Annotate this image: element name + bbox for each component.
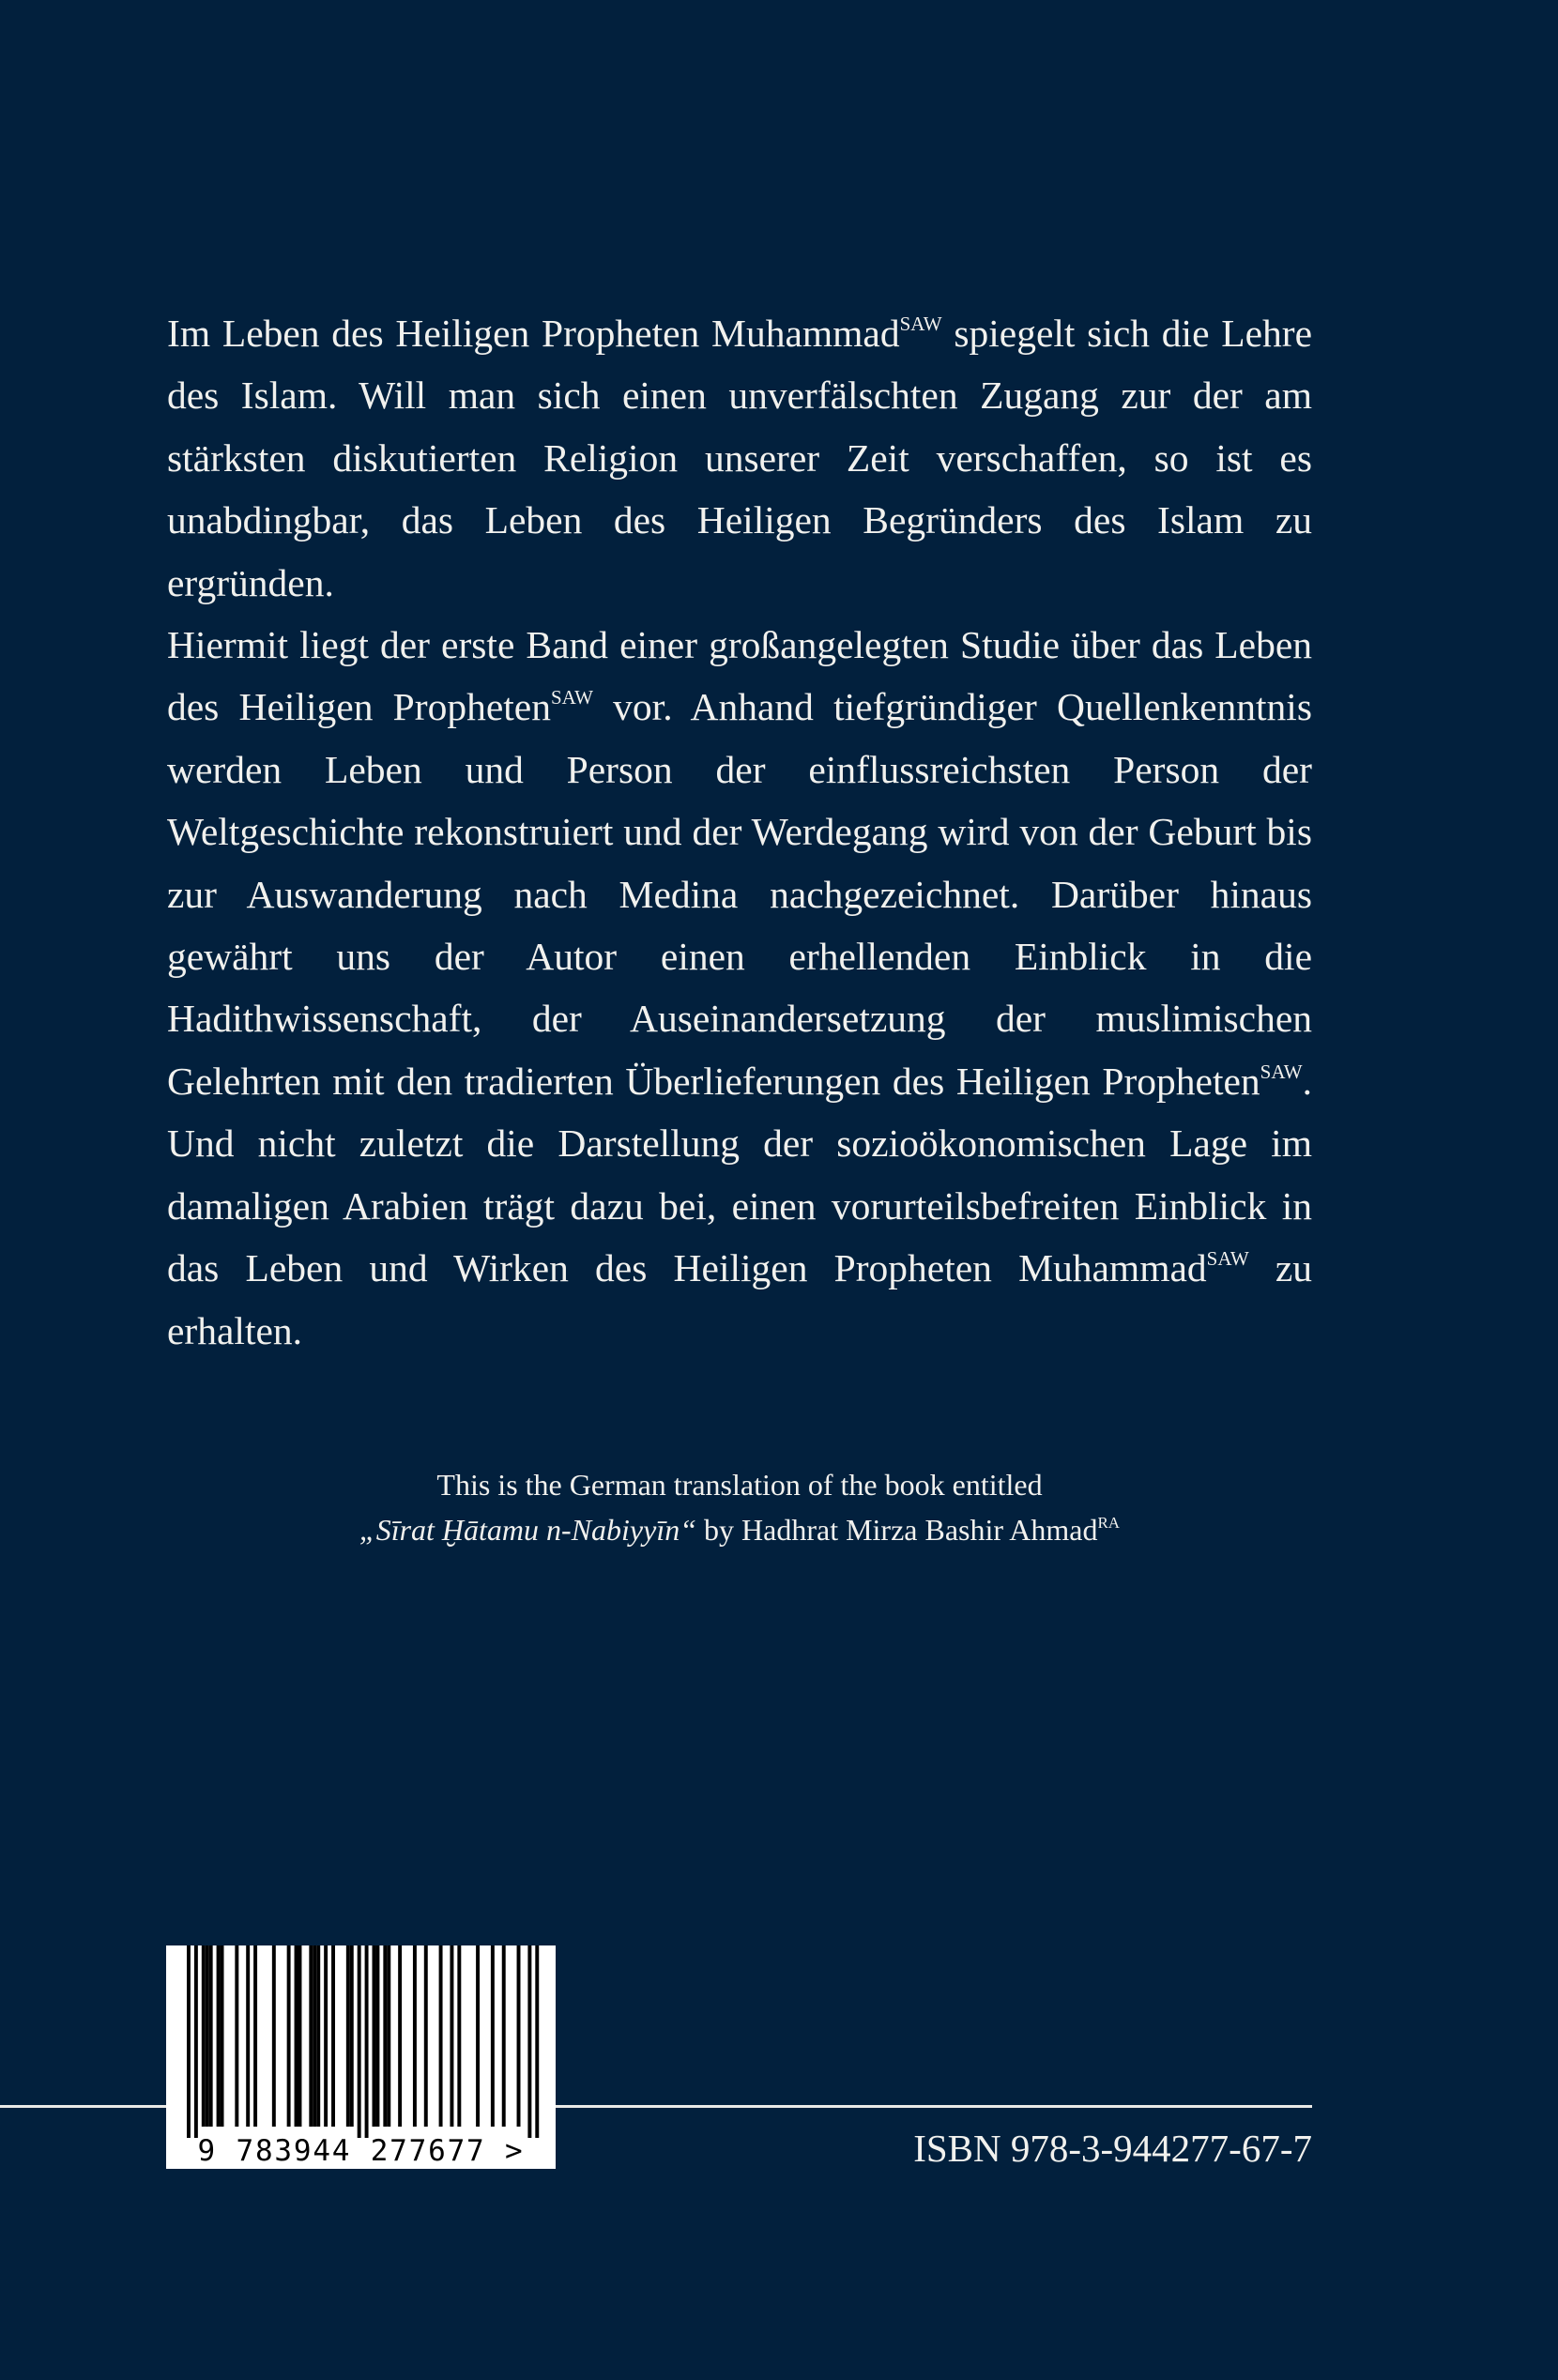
barcode-bar [253, 1945, 257, 2127]
original-book-title: „Sīrat Ḫātamu n-Nabiyyīn“ [359, 1513, 697, 1547]
barcode-bar [457, 1945, 461, 2127]
honorific-superscript: SAW [899, 313, 942, 335]
barcode-bar [206, 1945, 209, 2127]
honorific-superscript: RA [1097, 1514, 1121, 1532]
barcode-bar [313, 1945, 316, 2127]
barcode-bar [298, 1945, 302, 2127]
barcode-bar [235, 1945, 238, 2127]
barcode-bar [246, 1945, 250, 2127]
blurb-text: spiegelt sich die Lehre des Islam. Will man sich einen unverfälschten Zugang zur der am stärksten diskutierten Religion unserer Zeit verschaffen, so ist es unabdingbar, das Leben des Heiligen Begründers des Islam zu ergründen. [167, 312, 1313, 604]
barcode-bar [383, 1945, 387, 2127]
barcode-bar [287, 1945, 291, 2127]
barcode-bar [209, 1945, 213, 2127]
barcode-bar [413, 1945, 417, 2127]
barcode-bar [476, 1945, 480, 2127]
credit-line-1: This is the German translation of the book entitled [436, 1468, 1043, 1502]
barcode-bar [324, 1945, 328, 2127]
barcode-bar [527, 1945, 531, 2138]
barcode-bar [316, 1945, 320, 2127]
barcode-bar [398, 1945, 402, 2127]
blurb-text: zu erhalten. [167, 1246, 1312, 1352]
honorific-superscript: SAW [1260, 1060, 1303, 1083]
barcode-bar [187, 1945, 191, 2138]
barcode-bar [517, 1945, 521, 2127]
barcode-bar [221, 1945, 224, 2127]
barcode-bar [439, 1945, 443, 2127]
barcode-bar [350, 1945, 354, 2127]
barcode-bar [424, 1945, 428, 2127]
barcode-bar [502, 1945, 506, 2127]
barcode-bar [365, 1945, 369, 2138]
barcode-bar [491, 1945, 495, 2127]
blurb-paragraph-1 [167, 302, 1312, 614]
blurb-text: . Und nicht zuletzt die Darstellung der sozioökonomischen Lage im damaligen Arabien trägt dazu bei, einen vorurteilsbefreiten Einblick in das Leben und Wirken des Heiligen Propheten Muhammad [167, 1059, 1312, 1290]
barcode-bar [387, 1945, 390, 2127]
blurb-paragraph-2 [167, 614, 1312, 1362]
barcode-bar [295, 1945, 298, 2127]
barcode-bar [375, 1945, 379, 2127]
back-cover-blurb [167, 302, 1312, 1362]
barcode-bar [346, 1945, 350, 2127]
barcode-bar [450, 1945, 453, 2127]
author-credit: by Hadhrat Mirza Bashir Ahmad [696, 1513, 1098, 1547]
translation-credit [167, 1462, 1312, 1552]
blurb-text: Im Leben des Heiligen Propheten Muhammad [167, 312, 900, 355]
barcode [166, 1945, 556, 2169]
barcode-bar [217, 1945, 221, 2127]
credit-line-2 [167, 1507, 1312, 1552]
honorific-superscript: SAW [550, 686, 593, 709]
barcode-bar [194, 1945, 198, 2138]
barcode-bar [309, 1945, 313, 2127]
barcode-bar [358, 1945, 361, 2138]
barcode-bar [272, 1945, 276, 2127]
barcode-bar [373, 1945, 376, 2127]
barcode-bar [535, 1945, 539, 2138]
honorific-superscript: SAW [1206, 1247, 1249, 1271]
blurb-text: vor. Anhand tiefgründiger Quellenkenntnis werden Leben und Person der einflussreichsten Person der Weltgeschichte rekonstruiert und der Werdegang wird von der Geburt bis zur Auswanderung nach Medina nachgezeichnet. Darüber hinaus gewährt uns der Autor einen erhellenden Einblick in die Hadithwissenschaft, der Auseinandersetzung der muslimischen Gelehrten mit den tradierten Überlieferungen des Heiligen Propheten [167, 685, 1312, 1103]
isbn-number: ISBN 978-3-944277-67-7 [913, 2127, 1312, 2170]
barcode-bar [331, 1945, 335, 2127]
barcode-bar [202, 1945, 206, 2127]
blurb-text: Hiermit liegt der erste Band einer großangelegten Studie über das Leben des Heiligen Propheten [167, 623, 1312, 729]
barcode-digits: 9 783944 277677 > [197, 2134, 525, 2168]
